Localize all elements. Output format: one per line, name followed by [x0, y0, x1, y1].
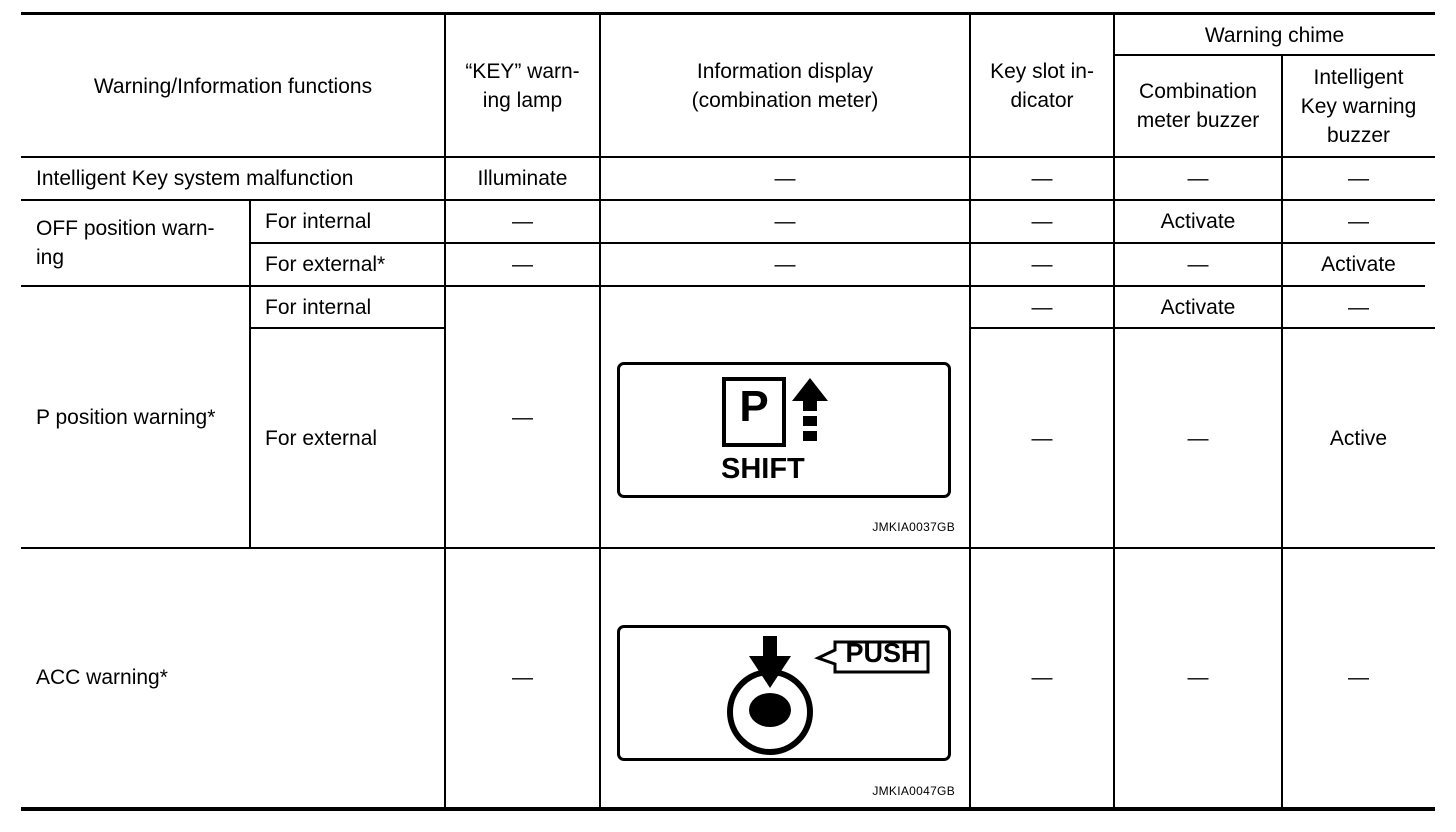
p-letter: P: [739, 382, 769, 431]
acc-figure-code: JMKIA0047GB: [872, 784, 955, 798]
header-key-slot-indicator: Key slot in- dicator: [990, 60, 1094, 112]
off-internal-combination-buzzer: Activate: [1160, 210, 1236, 233]
row-label-acc: ACC warning*: [36, 666, 168, 689]
acc-key-lamp: —: [512, 666, 533, 689]
ik-malfunction-combination-buzzer: —: [1187, 167, 1209, 190]
p-shift-figure: [600, 286, 970, 548]
row-label-p-position: P position warning*: [36, 405, 216, 429]
ik-malfunction-info-display: —: [774, 167, 796, 190]
p-internal-key-slot: —: [1031, 295, 1053, 319]
header-warning-chime: Warning chime: [1204, 23, 1345, 47]
acc-intelligent-buzzer: —: [1348, 666, 1369, 689]
p-internal-intelligent-buzzer: —: [1348, 295, 1369, 319]
acc-key-slot: —: [1031, 666, 1053, 689]
header-key-warning-lamp: “KEY” warn- ing lamp: [465, 60, 580, 112]
p-internal-combination-buzzer: Activate: [1160, 295, 1236, 319]
off-external-key-lamp: —: [512, 253, 533, 276]
ik-malfunction-intelligent-buzzer: —: [1348, 167, 1369, 190]
off-internal-key-lamp: —: [512, 210, 533, 233]
p-shift-figure-code: JMKIA0037GB: [872, 520, 955, 534]
header-information-display: Information display (combination meter): [691, 60, 879, 112]
row-label-ik-malfunction: Intelligent Key system malfunction: [36, 167, 354, 190]
p-external-key-slot: —: [1031, 426, 1053, 450]
p-shift-display-frame: [617, 362, 951, 498]
p-external-combination-buzzer: —: [1187, 426, 1209, 450]
off-external-label: For external*: [265, 253, 386, 276]
off-external-key-slot: —: [1031, 253, 1053, 276]
off-internal-intelligent-buzzer: —: [1348, 210, 1369, 233]
header-functions: Warning/Information functions: [93, 74, 373, 98]
header-intelligent-key-buzzer: Intelligent Key warning buzzer: [1300, 65, 1417, 147]
off-external-intelligent-buzzer: Activate: [1321, 253, 1396, 276]
off-internal-label: For internal: [265, 210, 372, 233]
header-combination-meter-buzzer: Combination meter buzzer: [1136, 80, 1260, 132]
push-label: PUSH: [845, 638, 921, 668]
p-internal-label: For internal: [265, 295, 372, 319]
shift-label: SHIFT: [721, 453, 805, 485]
warning-functions-table: [21, 12, 1435, 811]
p-external-label: For external: [265, 426, 378, 450]
off-external-info-display: —: [774, 253, 796, 276]
off-internal-key-slot: —: [1031, 210, 1053, 233]
ik-malfunction-key-slot: —: [1031, 167, 1053, 190]
p-position-key-lamp: —: [512, 405, 533, 429]
ik-malfunction-key-lamp: Illuminate: [477, 167, 568, 190]
row-label-off-position: OFF position warn- ing: [36, 217, 215, 269]
off-external-combination-buzzer: —: [1187, 253, 1209, 276]
acc-push-figure: [600, 548, 970, 807]
p-external-intelligent-buzzer: Active: [1329, 426, 1388, 450]
off-internal-info-display: —: [774, 210, 796, 233]
acc-display-frame: [617, 625, 951, 761]
acc-combination-buzzer: —: [1187, 666, 1209, 689]
